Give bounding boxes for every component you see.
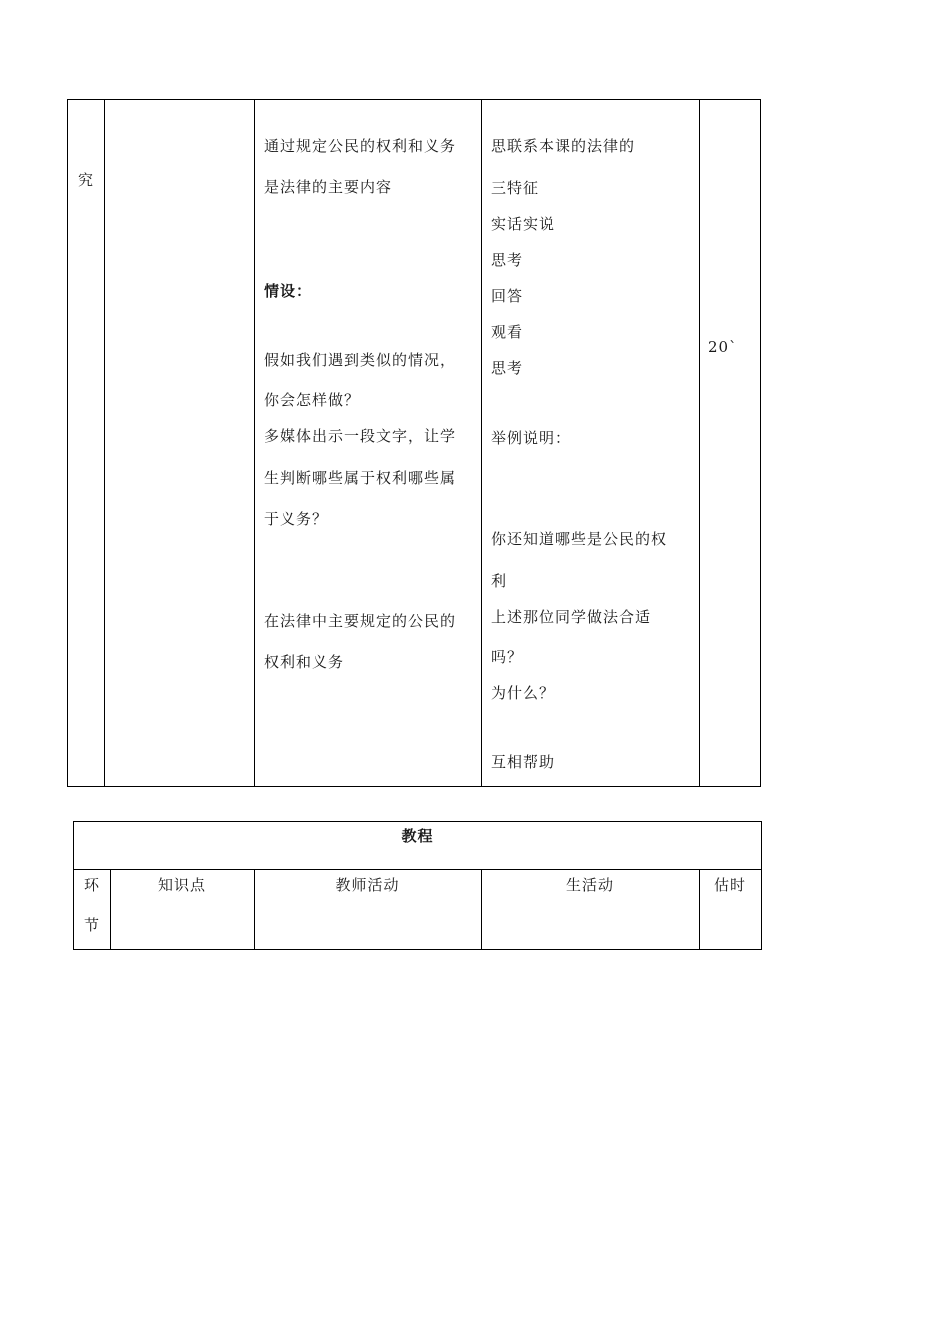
student-activity-line: 吗？ (491, 648, 524, 666)
row-divider (74, 869, 761, 870)
teacher-activity-line: 通过规定公民的权利和义务 (264, 137, 457, 155)
student-activity-line: 为什么？ (491, 684, 556, 702)
process-table-title: 教程 (401, 827, 434, 845)
student-activity-line: 思考 (491, 251, 524, 269)
time-cell: 20` (708, 338, 738, 356)
student-activity-line: 实话实说 (491, 215, 556, 233)
header-segment: 节 (84, 916, 101, 934)
segment-cell: 究 (78, 171, 95, 189)
student-activity-line: 观看 (491, 323, 524, 341)
column-divider (481, 100, 482, 786)
student-activity-line: 利 (491, 572, 508, 590)
header-knowledge: 知识点 (157, 876, 206, 894)
student-activity-line: 回答 (491, 287, 524, 305)
header-student: 生活动 (565, 876, 614, 894)
student-activity-line: 思联系本课的法律的 (491, 137, 636, 155)
student-activity-line: 你还知道哪些是公民的权 (491, 530, 668, 548)
column-divider (699, 100, 700, 786)
header-teacher: 教师活动 (335, 876, 400, 894)
header-time: 估时 (713, 876, 746, 894)
teacher-activity-line: 多媒体出示一段文字，让学 (264, 427, 457, 445)
teacher-activity-line: 权利和义务 (264, 653, 345, 671)
teacher-activity-line: 于义务？ (264, 510, 329, 528)
teacher-activity-line: 是法律的主要内容 (264, 178, 393, 196)
teacher-activity-line: 在法律中主要规定的公民的 (264, 612, 457, 630)
student-activity-line: 举例说明： (491, 429, 572, 447)
teacher-activity-label: 情设： (264, 282, 313, 300)
student-activity-line: 上述那位同学做法合适 (491, 608, 652, 626)
student-activity-line: 互相帮助 (491, 753, 556, 771)
column-divider (254, 100, 255, 786)
process-table (73, 821, 762, 950)
header-segment: 环 (84, 876, 101, 894)
teacher-activity-line: 你会怎样做？ (264, 391, 361, 409)
student-activity-line: 三特征 (491, 179, 540, 197)
teacher-activity-line: 生判断哪些属于权利哪些属 (264, 469, 457, 487)
column-divider (104, 100, 105, 786)
student-activity-line: 思考 (491, 359, 524, 377)
teacher-activity-line: 假如我们遇到类似的情况， (264, 351, 457, 369)
lesson-table (67, 99, 761, 787)
